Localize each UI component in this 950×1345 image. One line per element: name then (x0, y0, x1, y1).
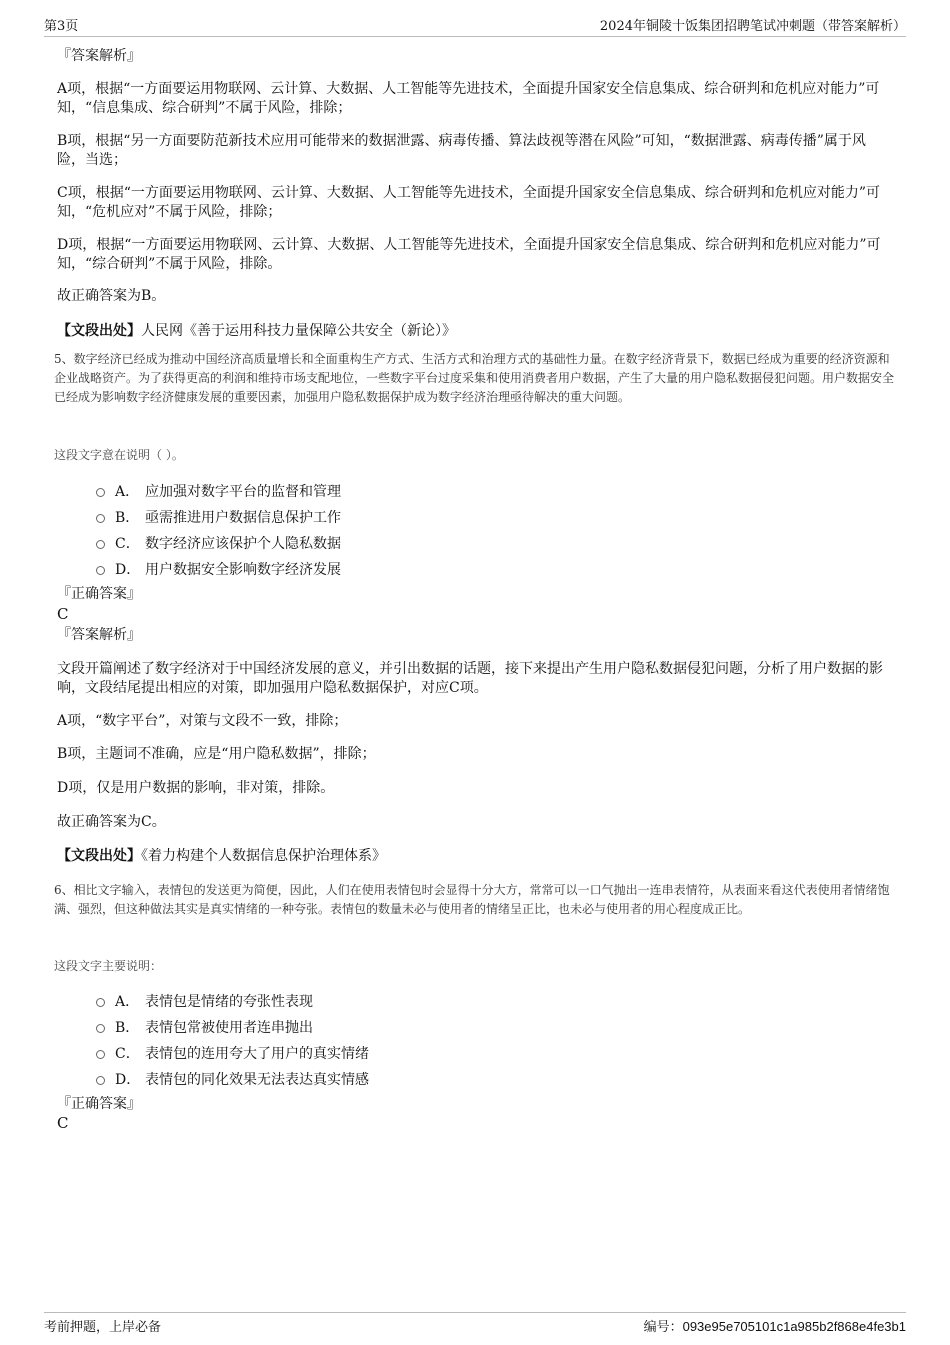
q5-option-b[interactable] (96, 507, 341, 527)
q6-option-c[interactable] (96, 1043, 369, 1063)
option-text: 应加强对数字平台的监督和管理 (145, 484, 341, 500)
q5-option-c[interactable] (96, 533, 341, 553)
radio-icon[interactable] (96, 540, 105, 549)
q5-analysis-heading: 『答案解析』 (57, 627, 141, 643)
q5-source-text: 《着力构建个人数据信息保护治理体系》 (141, 848, 386, 864)
q5-analysis-para-3: B项，主题词不准确，应是“用户隐私数据”，排除； (57, 746, 376, 762)
option-letter: B． (115, 510, 140, 526)
q4-source (57, 322, 893, 341)
q5-answer-heading: 『正确答案』 (57, 586, 141, 602)
q6-answer-heading: 『正确答案』 (57, 1096, 141, 1112)
page-header (44, 14, 906, 37)
option-text: 数字经济应该保护个人隐私数据 (145, 536, 341, 552)
radio-icon[interactable] (96, 1050, 105, 1059)
page-footer (44, 1312, 906, 1335)
q5-analysis-para-4: D项，仅是用户数据的影响，非对策，排除。 (57, 780, 335, 796)
q6-option-b[interactable] (96, 1017, 313, 1037)
radio-icon[interactable] (96, 1076, 105, 1085)
option-letter: A． (115, 994, 140, 1010)
option-letter: D． (115, 1072, 141, 1088)
q5-answer: C (57, 605, 69, 623)
document-code-label: 编号： (643, 1320, 683, 1335)
q5-stem: 5、数字经济已经成为推动中国经济高质量增长和全面重构生产方式、生活方式和治理方式的基础性力量。在数字经济背景下，数据已经成为重要的经济资源和企业战略资产。为了获得更高的利润和维持市场支配地位，一些数字平台过度采集和使用消费者用户数据，产生了大量的用户隐私数据侵犯问题。用户数据安全已经成为影响数字经济健康发展的重要因素，加强用户隐私数据保护成为数字经济治理亟待解决的重大问题。 (54, 352, 895, 404)
q6-answer: C (57, 1114, 69, 1132)
q4-conclusion: 故正确答案为B。 (57, 288, 166, 304)
option-letter: B． (115, 1020, 140, 1036)
q5-analysis-para-1: 文段开篇阐述了数字经济对于中国经济发展的意义，并引出数据的话题，接下来提出产生用户隐私数据侵犯问题，分析了用户数据的影响，文段结尾提出相应的对策，即加强用户隐私数据保护，对应C项。 (57, 661, 883, 696)
page-number: 第3页 (44, 19, 79, 34)
q5-analysis-para-2: A项，“数字平台”，对策与文段不一致，排除； (57, 713, 348, 729)
q4-source-text: 人民网《善于运用科技力量保障公共安全（新论）》 (141, 323, 456, 339)
radio-icon[interactable] (96, 1024, 105, 1033)
q4-analysis-para-d: D项，根据“一方面要运用物联网、云计算、大数据、人工智能等先进技术，全面提升国家安全信息集成、综合研判和危机应对能力”可知，“综合研判”不属于风险，排除。 (57, 237, 881, 272)
q4-analysis-para-b: B项，根据“另一方面要防范新技术应用可能带来的数据泄露、病毒传播、算法歧视等潜在风险”可知，“数据泄露、病毒传播”属于风险，当选； (57, 133, 866, 168)
option-letter: C． (115, 1046, 140, 1062)
q5-source (57, 847, 893, 866)
q6-prompt: 这段文字主要说明： (54, 959, 163, 973)
q6-option-d[interactable] (96, 1069, 369, 1089)
q5-source-label: 【文段出处】 (57, 848, 141, 864)
option-text: 表情包常被使用者连串抛出 (145, 1020, 313, 1036)
q4-analysis-para-c: C项，根据“一方面要运用物联网、云计算、大数据、人工智能等先进技术，全面提升国家安全信息集成、综合研判和危机应对能力”可知，“危机应对”不属于风险，排除； (57, 185, 881, 220)
radio-icon[interactable] (96, 514, 105, 523)
option-text: 表情包的同化效果无法表达真实情感 (145, 1072, 369, 1088)
q5-conclusion: 故正确答案为C。 (57, 814, 166, 830)
q6-option-a[interactable] (96, 991, 313, 1011)
radio-icon[interactable] (96, 998, 105, 1007)
radio-icon[interactable] (96, 566, 105, 575)
footer-slogan: 考前押题，上岸必备 (44, 1320, 162, 1335)
option-letter: D． (115, 562, 141, 578)
q6-stem: 6、相比文字输入，表情包的发送更为简便，因此，人们在使用表情包时会显得十分大方，常常可以一口气抛出一连串表情符，从表面来看这代表使用者情绪饱满、强烈，但这种做法其实是真实情绪的一种夸张。表情包的数量未必与使用者的情绪呈正比，也未必与使用者的用心程度成正比。 (54, 883, 890, 916)
q4-source-label: 【文段出处】 (57, 323, 141, 339)
q5-option-d[interactable] (96, 559, 341, 579)
q5-prompt: 这段文字意在说明（ ）。 (54, 448, 184, 462)
radio-icon[interactable] (96, 488, 105, 497)
option-text: 用户数据安全影响数字经济发展 (145, 562, 341, 578)
document-title: 2024年铜陵十饭集团招聘笔试冲刺题（带答案解析） (599, 19, 906, 34)
option-text: 表情包的连用夸大了用户的真实情绪 (145, 1046, 369, 1062)
option-text: 亟需推进用户数据信息保护工作 (145, 510, 341, 526)
option-text: 表情包是情绪的夸张性表现 (145, 994, 313, 1010)
option-letter: A． (115, 484, 140, 500)
q4-analysis-para-a: A项，根据“一方面要运用物联网、云计算、大数据、人工智能等先进技术，全面提升国家安全信息集成、综合研判和危机应对能力”可知，“信息集成、综合研判”不属于风险，排除； (57, 81, 880, 116)
q5-option-a[interactable] (96, 481, 341, 501)
q4-analysis-heading: 『答案解析』 (57, 48, 141, 64)
document-code (644, 1316, 906, 1335)
document-code-value: 093e95e705101c1a985b2f868e4fe3b1 (682, 1319, 906, 1334)
option-letter: C． (115, 536, 140, 552)
